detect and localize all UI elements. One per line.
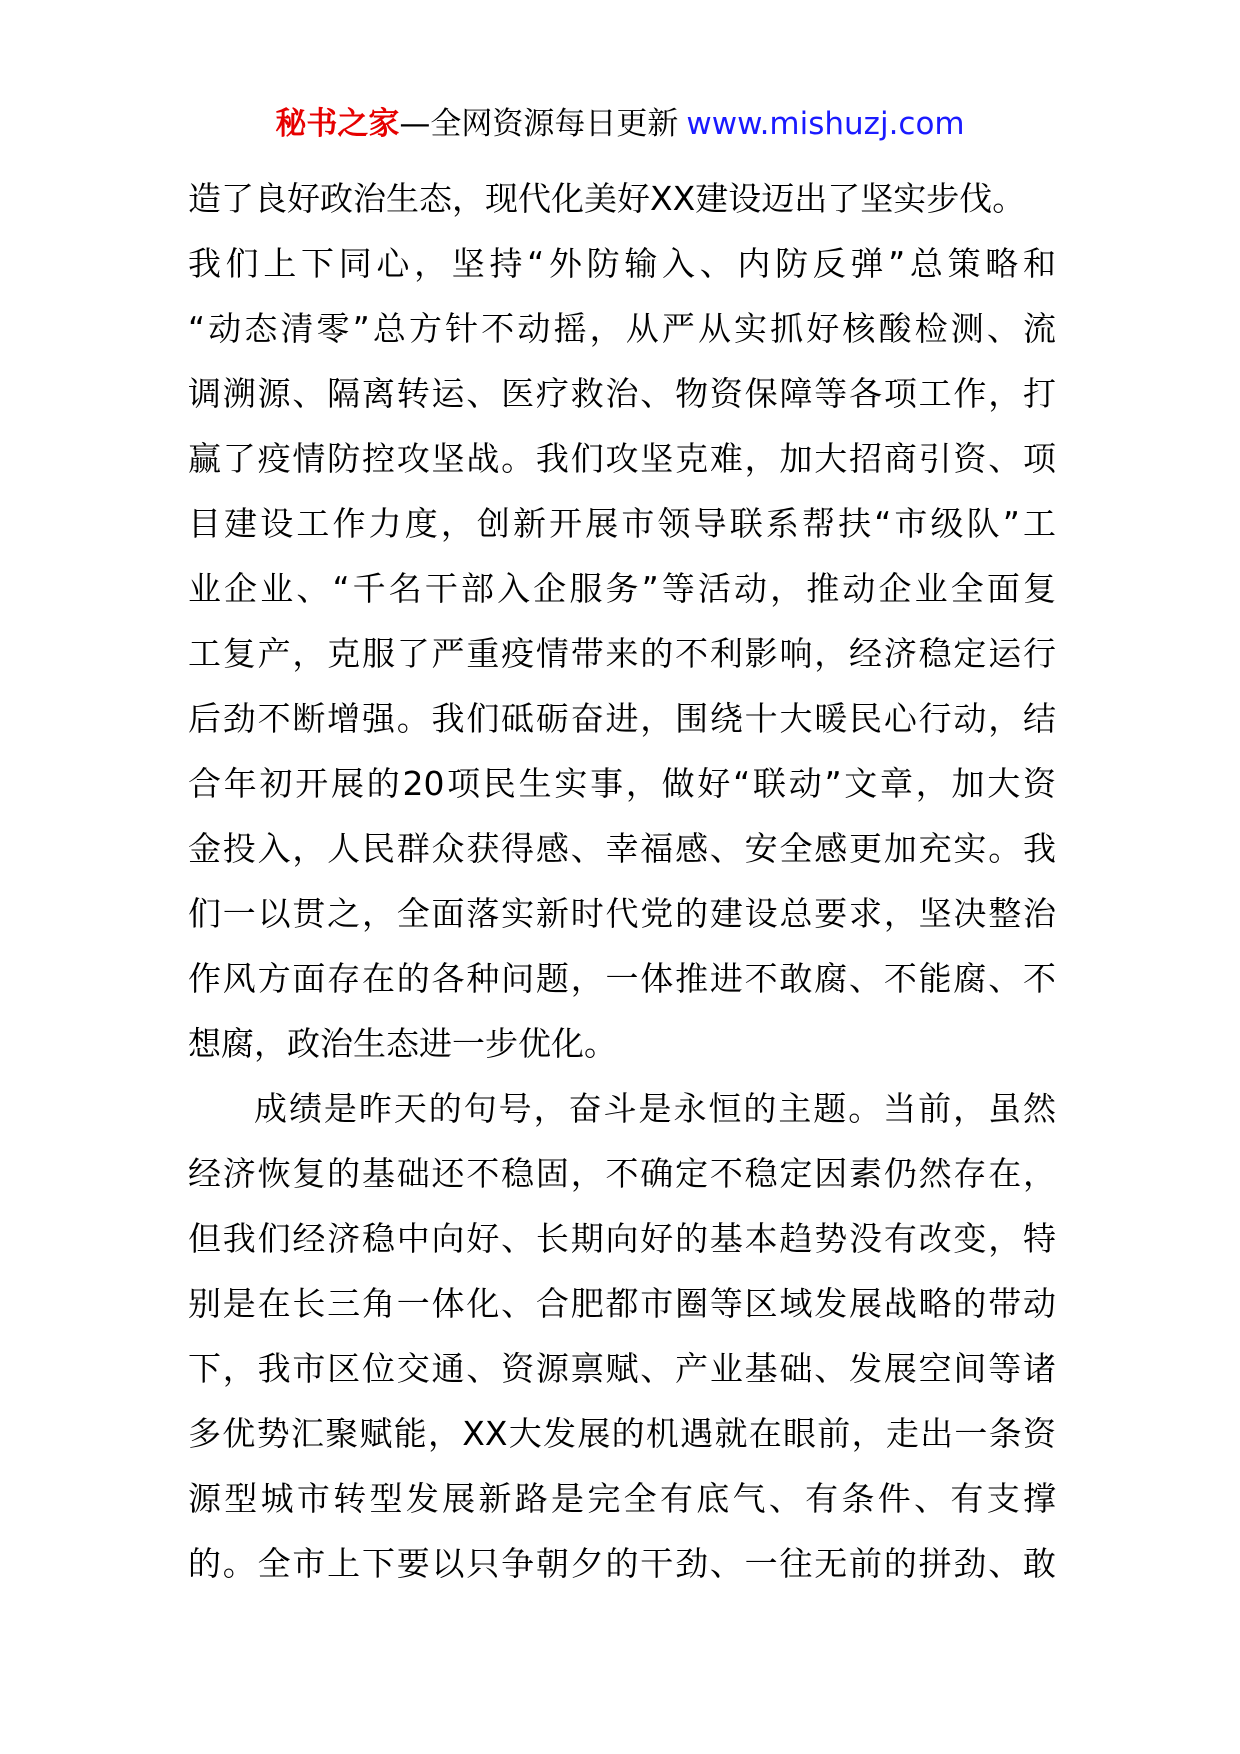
text-line: 想腐，政治生态进一步优化。 [188, 1024, 617, 1063]
text-line: 金投入，人民群众获得感、幸福感、安全感更加充实。我 [188, 829, 1056, 868]
text-line: 经济恢复的基础还不稳固，不确定不稳定因素仍然存在， [188, 1154, 1056, 1193]
paragraph-first-line: 成绩是昨天的句号，奋斗是永恒的主题。当前，虽然 [254, 1089, 1056, 1128]
text-line: 别是在长三角一体化、合肥都市圈等区域发展战略的带动 [188, 1284, 1056, 1323]
document-body [188, 166, 1056, 1596]
text-line: 们一以贯之，全面落实新时代党的建设总要求，坚决整治 [188, 894, 1056, 933]
text-line: 多优势汇聚赋能，XX大发展的机遇就在眼前，走出一条资 [188, 1414, 1056, 1453]
text-line: 调溯源、隔离转运、医疗救治、物资保障等各项工作，打 [188, 374, 1056, 413]
page-header [0, 102, 1240, 146]
site-tagline: —全网资源每日更新 [399, 106, 679, 142]
text-line: 工复产，克服了严重疫情带来的不利影响，经济稳定运行 [188, 634, 1056, 673]
site-brand: 秘书之家 [275, 106, 400, 142]
site-url-link[interactable]: www.mishuzj.com [686, 106, 965, 142]
text-line: 合年初开展的20项民生实事，做好“联动”文章，加大资 [188, 764, 1056, 803]
text-line: 后劲不断增强。我们砥砺奋进，围绕十大暖民心行动，结 [188, 699, 1056, 738]
text-line: 作风方面存在的各种问题，一体推进不敢腐、不能腐、不 [188, 959, 1056, 998]
text-line: “动态清零”总方针不动摇，从严从实抓好核酸检测、流 [188, 309, 1056, 348]
text-line: 下，我市区位交通、资源禀赋、产业基础、发展空间等诸 [188, 1349, 1056, 1388]
text-line: 但我们经济稳中向好、长期向好的基本趋势没有改变，特 [188, 1219, 1056, 1258]
text-line: 赢了疫情防控攻坚战。我们攻坚克难，加大招商引资、项 [188, 439, 1056, 478]
text-line: 目建设工作力度，创新开展市领导联系帮扶“市级队”工 [188, 504, 1056, 543]
text-line: 我们上下同心，坚持“外防输入、内防反弹”总策略和 [188, 244, 1056, 283]
text-line: 的。全市上下要以只争朝夕的干劲、一往无前的拼劲、敢 [188, 1544, 1056, 1583]
text-line: 源型城市转型发展新路是完全有底气、有条件、有支撑 [188, 1479, 1056, 1518]
text-line: 业企业、“千名干部入企服务”等活动，推动企业全面复 [188, 569, 1056, 608]
text-line: 造了良好政治生态，现代化美好XX建设迈出了坚实步伐。 [188, 179, 1026, 218]
